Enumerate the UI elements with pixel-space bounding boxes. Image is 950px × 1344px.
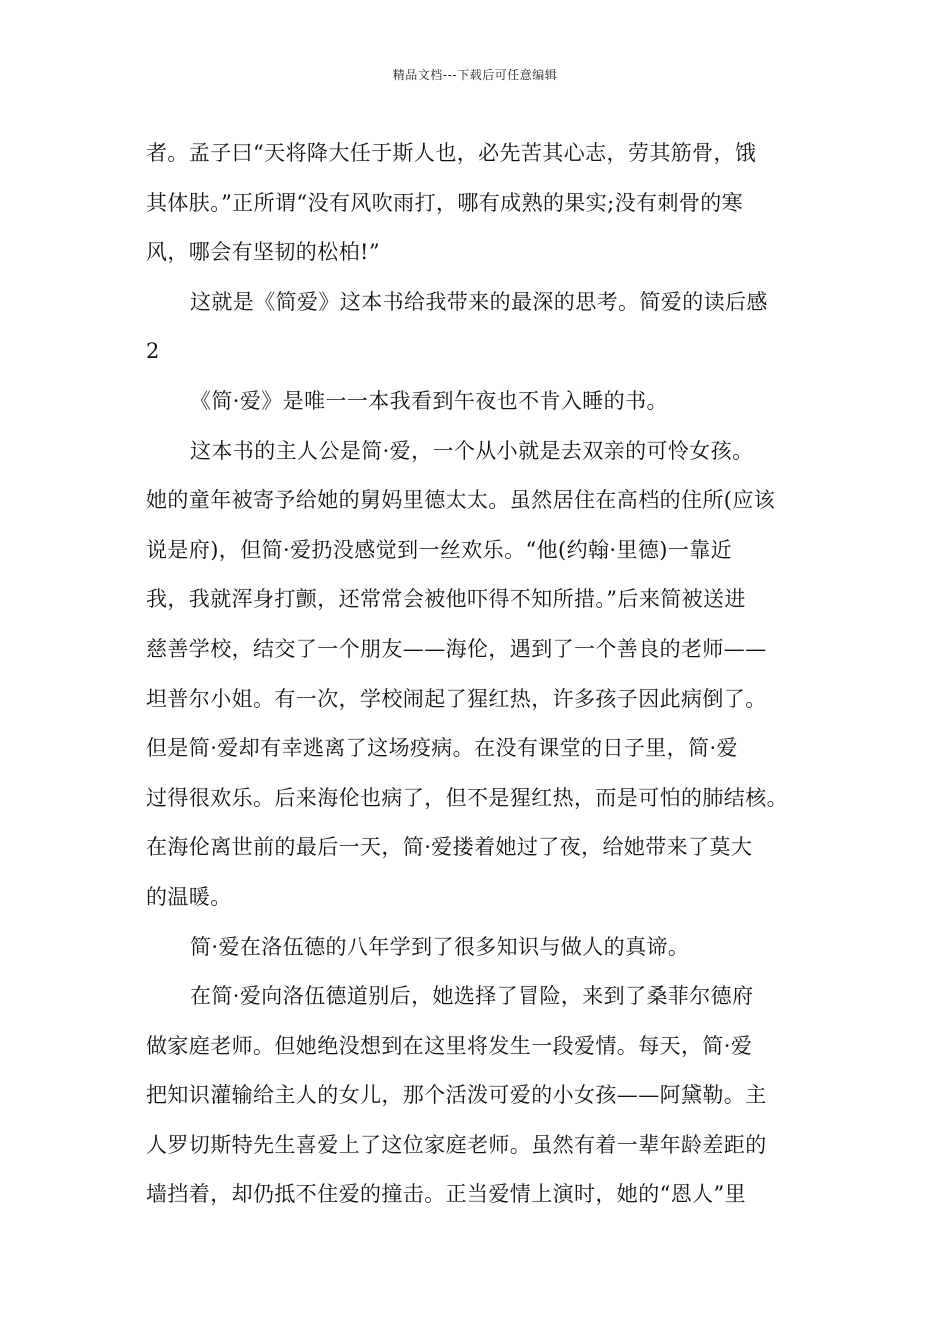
text-line: 2 bbox=[146, 339, 160, 364]
text-line: 的温暖。 bbox=[146, 884, 232, 909]
text-line: 过得很欢乐。后来海伦也病了，但不是猩红热，而是可怕的肺结核。 bbox=[146, 785, 788, 810]
text-line: 这就是《简爱》这本书给我带来的最深的思考。简爱的读后感 bbox=[190, 289, 768, 314]
text-line: 在海伦离世前的最后一天，简·爱搂着她过了夜，给她带来了莫大 bbox=[146, 835, 753, 860]
text-line: 《简·爱》是唯一一本我看到午夜也不肯入睡的书。 bbox=[190, 388, 668, 413]
text-line: 风，哪会有坚韧的松柏!” bbox=[146, 240, 380, 265]
text-line: 其体肤。”正所谓“没有风吹雨打，哪有成熟的果实;没有刺骨的寒 bbox=[146, 190, 744, 215]
text-line: 慈善学校，结交了一个朋友——海伦，遇到了一个善良的老师—— bbox=[146, 636, 767, 661]
text-line: 人罗切斯特先生喜爱上了这位家庭老师。虽然有着一辈年龄差距的 bbox=[146, 1132, 767, 1157]
document-body bbox=[146, 129, 806, 1220]
text-line: 这本书的主人公是简·爱，一个从小就是去双亲的可怜女孩。 bbox=[190, 438, 754, 463]
text-line: 者。孟子曰“天将降大任于斯人也，必先苦其心志，劳其筋骨，饿 bbox=[146, 141, 757, 165]
text-line: 把知识灌输给主人的女儿，那个活泼可爱的小女孩——阿黛勒。主 bbox=[146, 1083, 767, 1108]
text-line: 但是简·爱却有幸逃离了这场疫病。在没有课堂的日子里，简·爱 bbox=[146, 736, 738, 761]
text-line: 墙挡着，却仍抵不住爱的撞击。正当爱情上演时，她的“恩人”里 bbox=[146, 1182, 747, 1207]
text-line: 说是府)，但简·爱扔没感觉到一丝欢乐。“他(约翰·里德)一靠近 bbox=[146, 537, 733, 562]
text-line: 坦普尔小姐。有一次，学校闹起了猩红热，许多孩子因此病倒了。 bbox=[146, 686, 767, 711]
page-header: 精品文档---下载后可任意编辑 bbox=[392, 68, 558, 82]
text-line: 我，我就浑身打颤，还常常会被他吓得不知所措。”后来简被送进 bbox=[146, 587, 746, 612]
text-line: 简·爱在洛伍德的八年学到了很多知识与做人的真谛。 bbox=[190, 934, 690, 959]
text-line: 做家庭老师。但她绝没想到在这里将发生一段爱情。每天，简·爱 bbox=[146, 1033, 753, 1058]
text-line: 在简·爱向洛伍德道别后，她选择了冒险，来到了桑菲尔德府 bbox=[190, 984, 754, 1009]
text-line: 她的童年被寄予给她的舅妈里德太太。虽然居住在高档的住所(应该 bbox=[146, 488, 776, 513]
